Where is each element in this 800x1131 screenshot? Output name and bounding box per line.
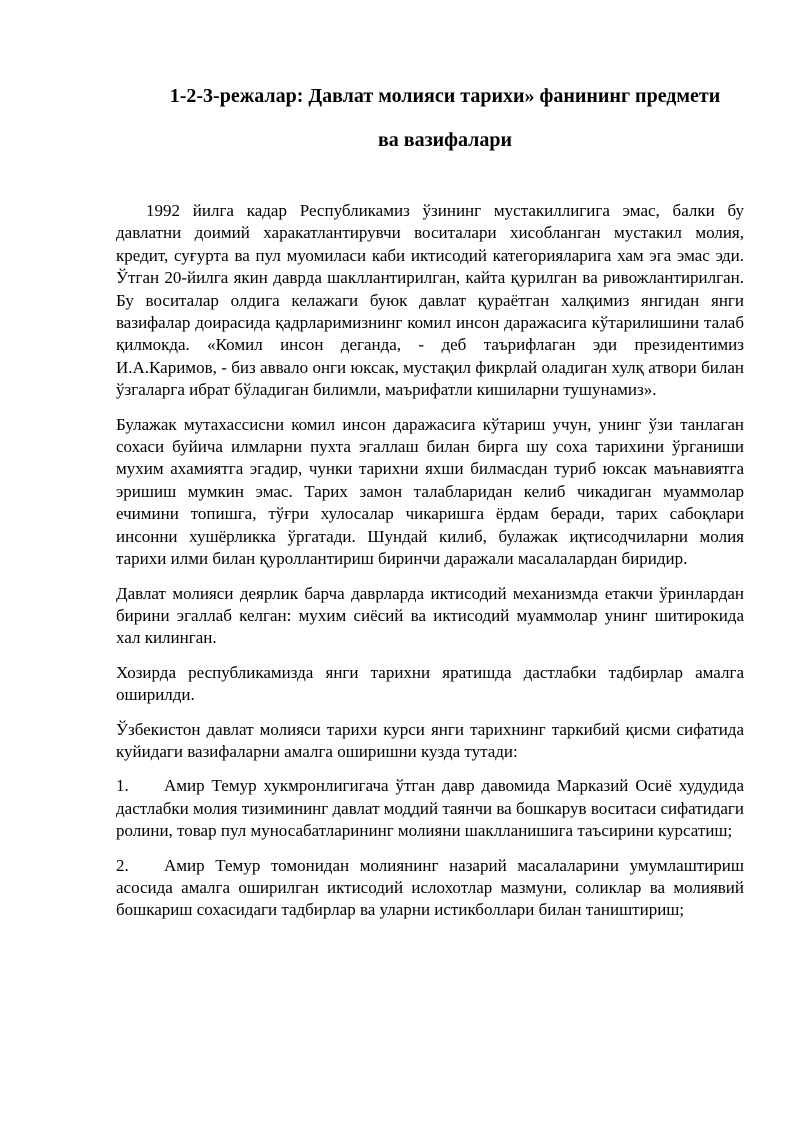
paragraph: Давлат молияси деярлик барча даврларда иктисодий механизмда етакчи ўринлардан бирини эгаллаб келган: мухим сиёсий ва иктисодий муаммолар унинг шитирокида хал килинган. xyxy=(116,583,744,648)
paragraph: Хозирда республикамизда янги тарихни яратишда дастлабки тадбирлар амалга оширилди. xyxy=(116,662,744,705)
list-item-number: 2. xyxy=(116,855,129,875)
list-item xyxy=(116,775,744,842)
title-line-1: 1-2-3-режалар: Давлат молияси тарихи» фанининг предмети xyxy=(169,85,721,107)
list-item-number: 1. xyxy=(116,776,129,796)
page-title xyxy=(116,74,744,162)
list-item-text: Амир Темур хукмронлигигача ўтган давр давомида Марказий Осиё худудида дастлабки молия тизимининг давлат моддий таянчи ва бошкарув воситаси сифатидаги ролини, товар пул муносабатларининг молияни шаклланишига таъсирини курсатиш; xyxy=(116,776,744,841)
list-item xyxy=(116,855,744,922)
list-item-text: Амир Темур томонидан молиянинг назарий масалаларини умумлаштириш асосида амалга оширилган иктисодий ислохотлар мазмуни, соликлар ва молиявий бошкариш сохасидаги тадбирлар ва уларни истикболлари билан таништириш; xyxy=(116,855,744,920)
paragraph: 1992 йилга кадар Республикамиз ўзининг мустакиллигига эмас, балки бу давлатни доимий харакатлантирувчи воситалари хисобланган мустакил молия, кредит, суғурта ва пул муомиласи каби иктисодий категорияларига хам эга эмас эди. Ўтган 20-йилга якин даврда шакллантирилган, кайта қурилган ва ривожлантирилган. Бу воситалар олдига келажаги буюк давлат қураётган халқимиз янгидан янги вазифалар доирасида қадрларимизнинг комил инсон даражасига кўтарилишини талаб қилмокда. «Комил инсон деганда, - деб таърифлаган эди президентимиз И.А.Каримов, - биз аввало онги юксак, мустақил фикрлай оладиган хулқ атвори билан ўзгаларга ибрат бўладиган билимли, маърифатли кишиларни тушунамиз». xyxy=(116,201,744,400)
paragraph: Ўзбекистон давлат молияси тарихи курси янги тарихнинг таркибий қисми сифатида куйидаги вазифаларни амалга оширишни кузда тутади: xyxy=(116,719,744,761)
paragraph: Булажак мутахассисни комил инсон даражасига кўтариш учун, унинг ўзи танлаган сохаси буйича илмларни пухта эгаллаш билан бирга шу соха тарихини ўрганиши мухим ахамиятга эгадир, чунки тарихни яхши билмасдан туриб юксак маънавиятга эришиш мумкин эмас. Тарих замон талабларидан келиб чикадиган муаммолар ечимини топишга, тўғри хулосалар чикаришга ёрдам беради, тарих сабоқлари инсонни хушёрликка ўргатади. Шундай килиб, булажак иқтисодчиларни молия тарихи илми билан қуроллантириш биринчи даражали масалалардан биридир. xyxy=(116,414,744,569)
title-line-2: ва вазифалари xyxy=(377,129,513,151)
